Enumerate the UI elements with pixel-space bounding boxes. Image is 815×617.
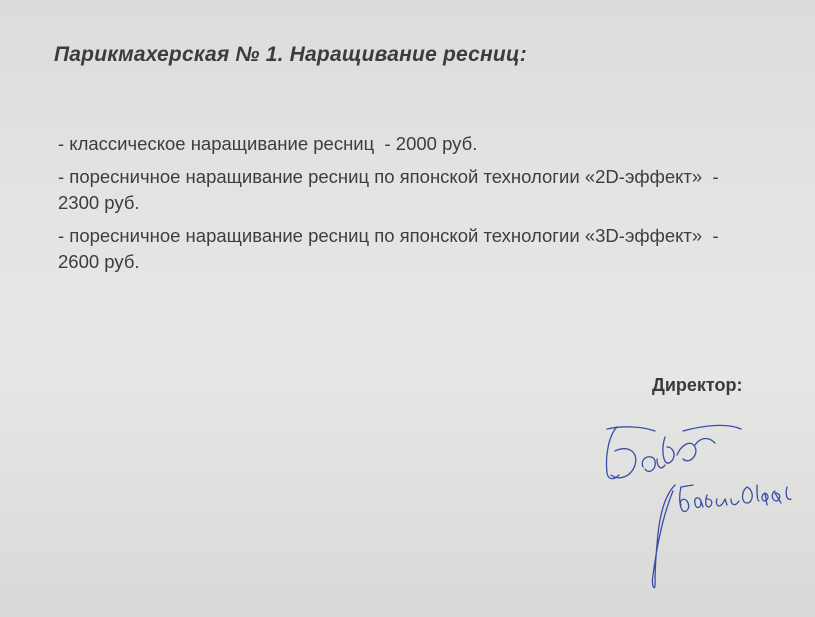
- document-title: Парикмахерская № 1. Наращивание ресниц:: [54, 43, 527, 66]
- handwritten-signature: [595, 415, 810, 595]
- price-item-2d: - поресничное наращивание ресниц по японской технологии «2D-эффект» - 2300 руб.: [58, 166, 724, 213]
- director-label: Директор:: [652, 375, 743, 395]
- price-item-3d: - поресничное наращивание ресниц по японской технологии «3D-эффект» - 2600 руб.: [58, 225, 724, 272]
- price-list: [58, 131, 748, 282]
- price-item-classic: - классическое наращивание ресниц - 2000 руб.: [58, 133, 478, 154]
